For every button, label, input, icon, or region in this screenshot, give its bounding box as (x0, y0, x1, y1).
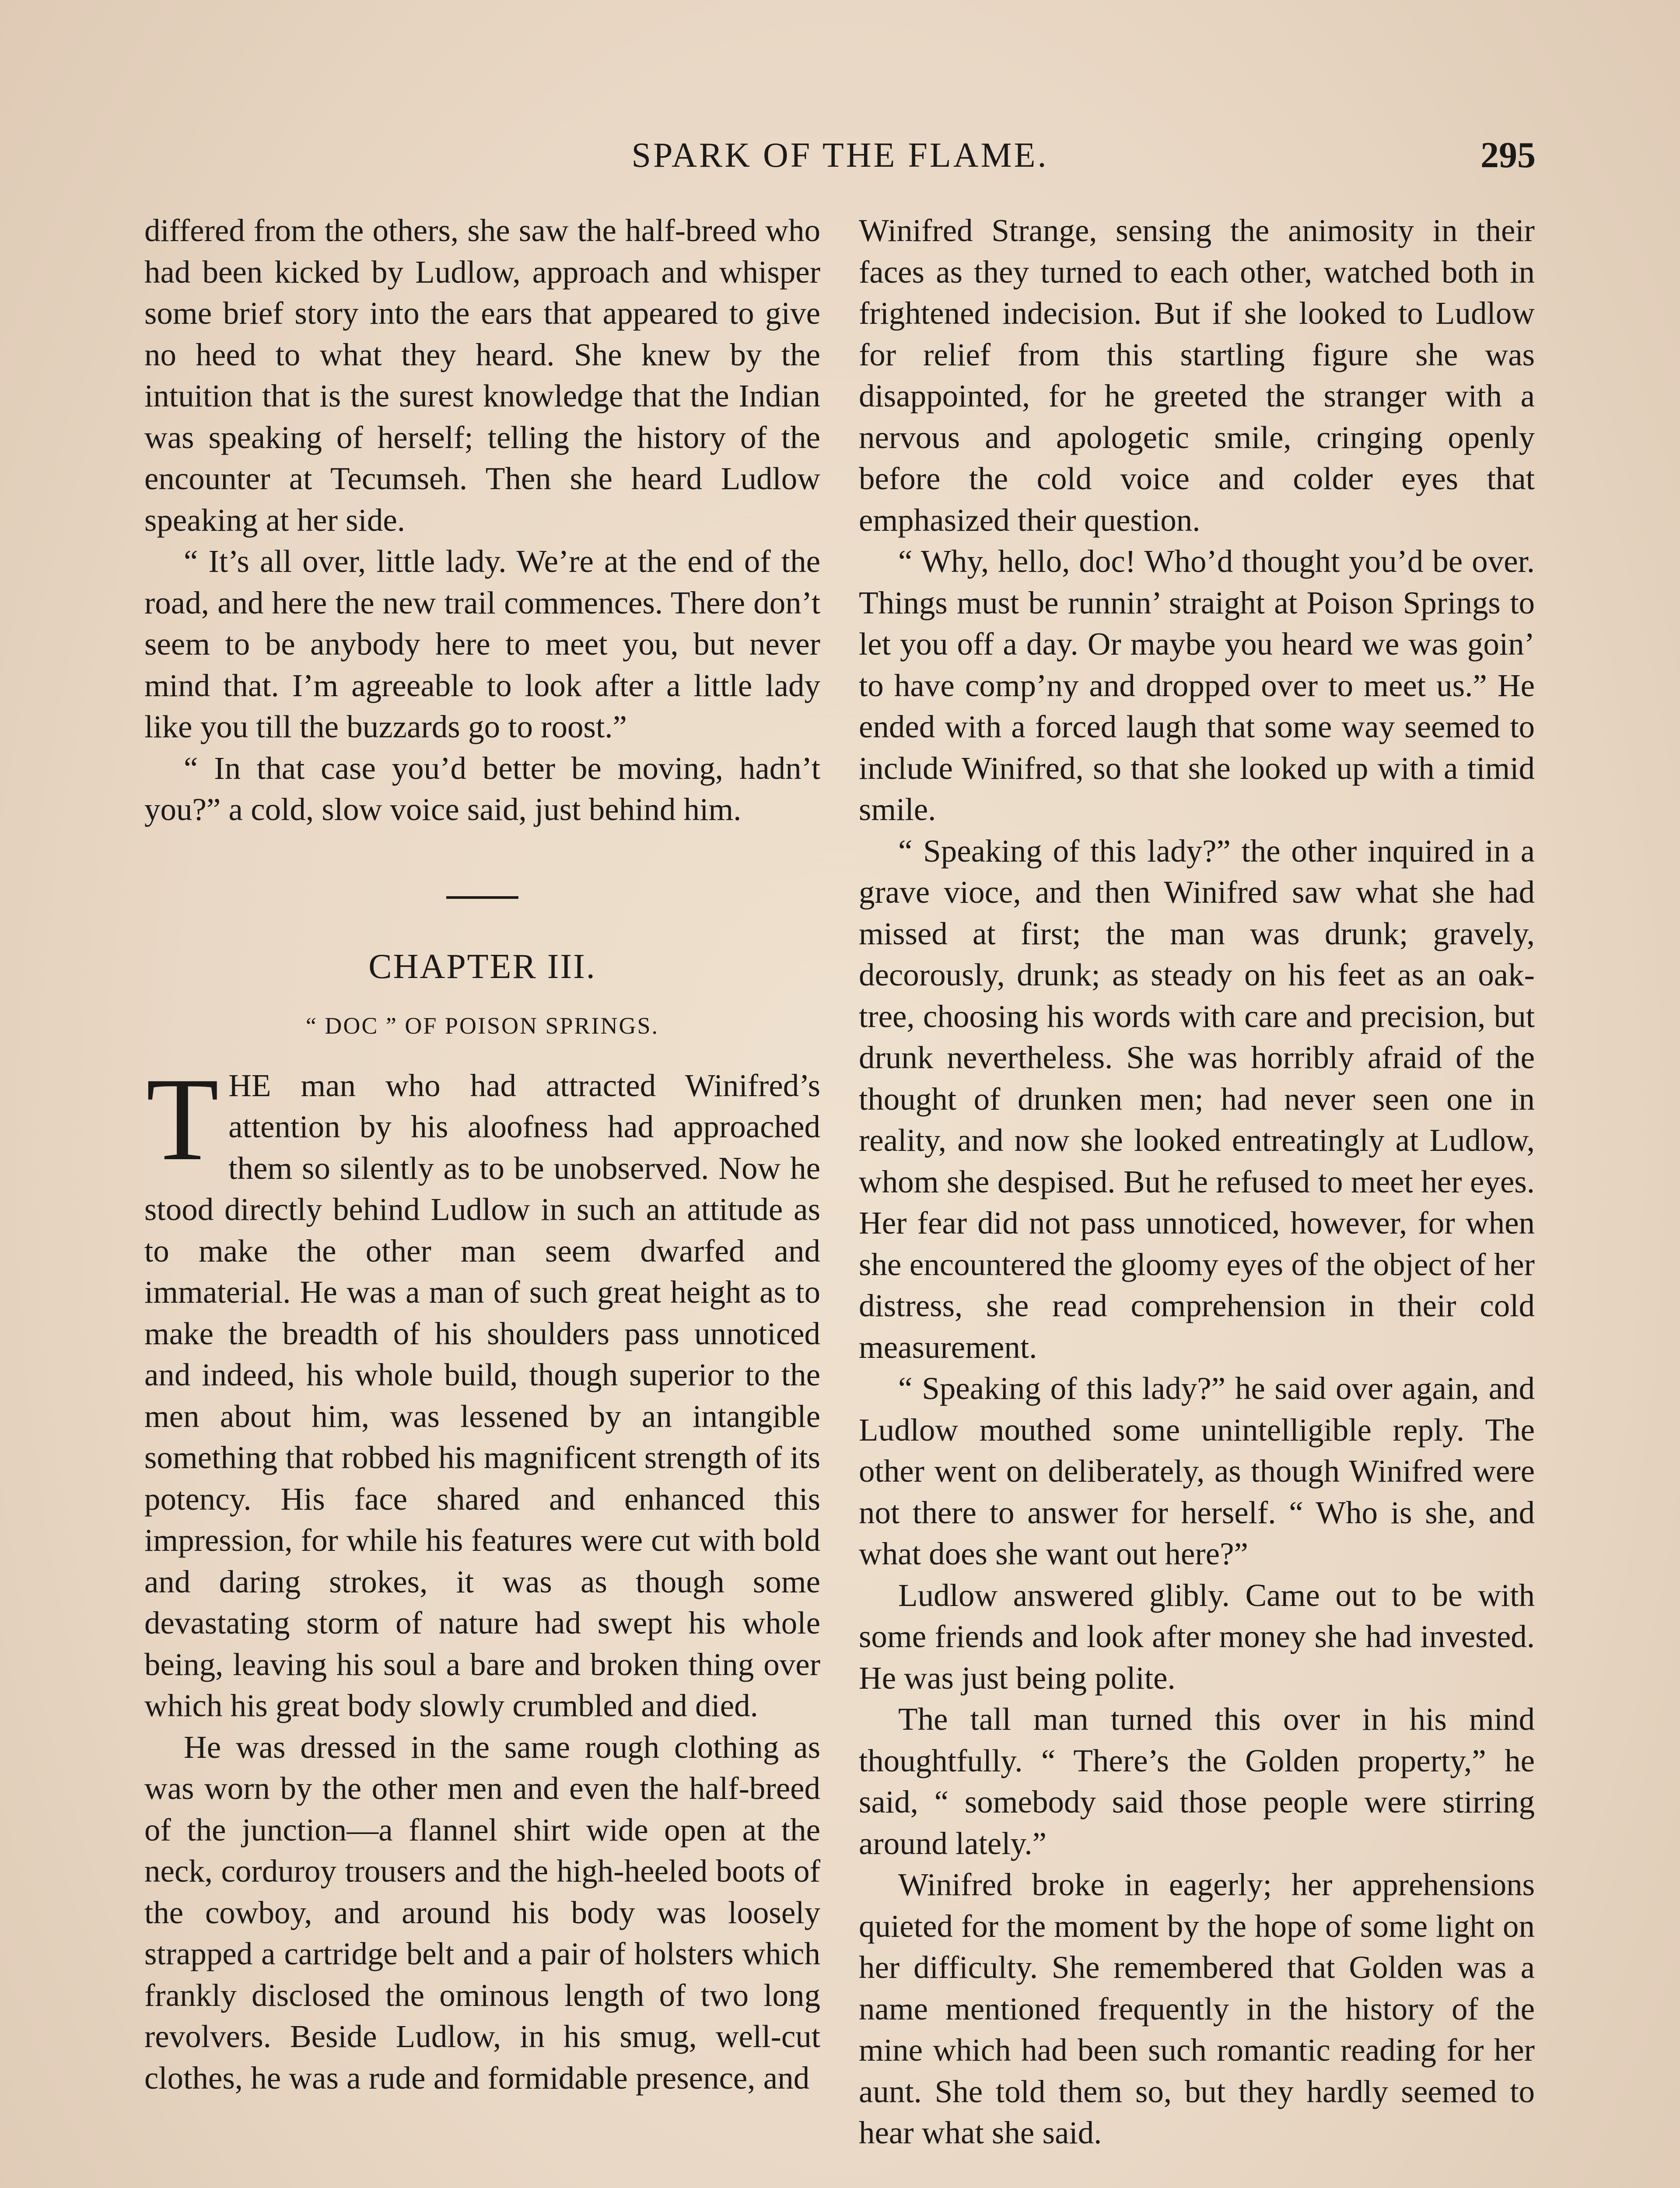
paragraph: He was dressed in the same rough clothing as was worn by the other men and even the half-breed of the junction—a flannel shirt wide open at the neck, corduroy trousers and the high-heeled boots of the cowboy, and around his body was loosely strapped a cartridge belt and a pair of holsters which frankly disclosed the ominous length of two long revolvers. Beside Ludlow, in his smug, well-cut clothes, he was a rude and formidable presence, and (144, 1729, 820, 2096)
running-head (144, 131, 1536, 179)
paragraph: Winifred broke in eagerly; her apprehensions quieted for the moment by the hope of some light on her difficulty. She remembered that Golden was a name mentioned frequently in the history of the mine which had been such romantic reading for her aunt. She told them so, but they hardly seemed to hear what she said. (859, 1867, 1535, 2150)
paragraph: “ Speaking of this lady?” the other inquired in a grave vioce, and then Winifred saw what she had missed at first; the man was drunk; gravely, decorously, drunk; as steady on his feet as an oak-tree, choosing his words with care and precision, but drunk nevertheless. She was horribly afraid of the thought of drunken men; had never seen one in reality, and now she looked entreatingly at Ludlow, whom she despised. But he refused to meet her eyes. Her fear did not pass unnoticed, however, for when she encountered the gloomy eyes of the object of her distress, she read comprehension in their cold measurement. (859, 833, 1535, 1365)
left-column (144, 210, 820, 2099)
chapter-body (144, 1053, 820, 2099)
paragraph: Winifred Strange, sensing the animosity in their faces as they turned to each other, watched both in frightened indecision. But if she looked to Ludlow for relief from this startling figure she was disappointed, for he greeted the stranger with a nervous and apologetic smile, cringing openly before the cold voice and colder eyes that emphasized their question. (859, 213, 1535, 538)
paragraph: Ludlow answered glibly. Came out to be with some friends and look after money she had invested. He was just being polite. (859, 1577, 1535, 1696)
page-number: 295 (1480, 135, 1536, 175)
chapter-subtitle: “ DOC ” OF POISON SPRINGS. (305, 1012, 659, 1039)
paragraph: The tall man turned this over in his mind thoughtfully. “ There’s the Golden property,” he said, “ somebody said those people were stirring around lately.” (859, 1701, 1535, 1861)
chapter-heading: CHAPTER III. (368, 947, 596, 986)
paragraph: “ In that case you’d better be moving, hadn’t you?” a cold, slow voice said, just behind him. (144, 750, 820, 827)
paragraph: differed from the others, she saw the half-breed who had been kicked by Ludlow, approach and whisper some brief story into the ears that appeared to give no heed to what they heard. She knew by the intuition that is the surest knowledge that the Indian was speaking of herself; telling the history of the encounter at Tecumseh. Then she heard Ludlow speaking at her side. (144, 213, 820, 538)
paragraph: “ Why, hello, doc! Who’d thought you’d be over. Things must be runnin’ straight at Poison Springs to let you off a day. Or maybe you heard we was goin’ to have comp’ny and dropped over to meet us.” He ended with a forced laugh that some way seemed to include Winifred, so that she looked up with a timid smile. (859, 543, 1535, 827)
paragraph: “ It’s all over, little lady. We’re at the end of the road, and here the new trail commences. There don’t seem to be anybody here to meet you, but never mind that. I’m agreeable to look after a little lady like you till the buzzards go to roost.” (144, 543, 820, 744)
section-divider (446, 896, 518, 899)
drop-cap: T (146, 1053, 219, 1185)
paragraph: “ Speaking of this lady?” he said over again, and Ludlow mouthed some unintelligible reply. The other went on deliberately, as though Winifred were not there to answer for herself. “ Who is she, and what does she want out here?” (859, 1371, 1535, 1571)
right-column (859, 210, 1535, 2154)
paragraph (144, 1053, 820, 1727)
paragraph-text: HE man who had attracted Winifred’s attention by his aloofness had approached them so silently as to be unobserved. Now he stood directly behind Ludlow in such an attitude as to make the other man seem dwarfed and immaterial. He was a man of such great height as to make the breadth of his shoulders pass unnoticed and indeed, his whole build, though superior to the men about him, was lessened by an intangible something that robbed his magnificent strength of its potency. His face shared and enhanced this impression, for while his features were cut with bold and daring strokes, it was as though some devastating storm of nature had swept his whole being, leaving his soul a bare and broken thing over which his great body slowly crumbled and died. (144, 1067, 820, 1723)
running-title: SPARK OF THE FLAME. (631, 136, 1049, 175)
